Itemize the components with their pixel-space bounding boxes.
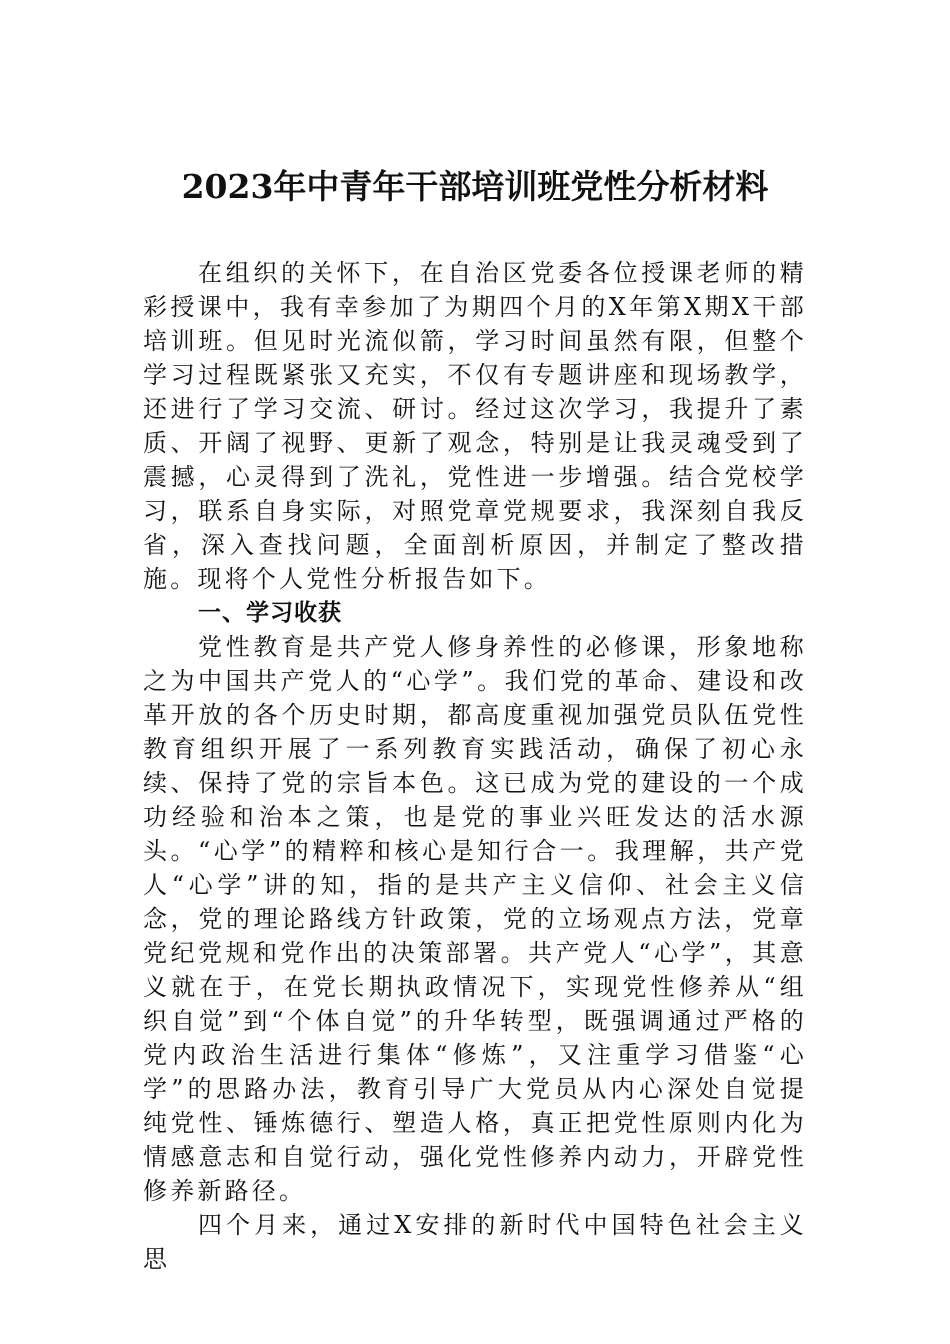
intro-paragraph: 在组织的关怀下，在自治区党委各位授课老师的精彩授课中，我有幸参加了为期四个月的X年第X期X干部培训班。但见时光流似箭，学习时间虽然有限，但整个学习过程既紧张又充实，不仅有专题讲座和现场教学，还进行了学习交流、研讨。经过这次学习，我提升了素质、开阔了视野、更新了观念，特别是让我灵魂受到了震撼，心灵得到了洗礼，党性进一步增强。结合党校学习，联系自身实际，对照党章党规要求，我深刻自我反省，深入查找问题，全面剖析原因，并制定了整改措施。现将个人党性分析报告如下。 <box>143 259 807 593</box>
section1-paragraph-2: 四个月来，通过X安排的新时代中国特色社会主义思 <box>143 1211 807 1273</box>
document-body <box>143 256 807 1276</box>
document-title: 2023年中青年干部培训班党性分析材料 <box>181 167 769 206</box>
section-heading-learning-gains: 一、学习收获 <box>198 600 342 626</box>
section1-paragraph-1: 党性教育是共产党人修身养性的必修课，形象地称之为中国共产党人的“心学”。我们党的革命、建设和改革开放的各个历史时期，都高度重视加强党员队伍党性教育组织开展了一系列教育实践活动，确保了初心永续、保持了党的宗旨本色。这已成为党的建设的一个成功经验和治本之策，也是党的事业兴旺发达的活水源头。“心学”的精粹和核心是知行合一。我理解，共产党人“心学”讲的知，指的是共产主义信仰、社会主义信念，党的理论路线方针政策，党的立场观点方法，党章党纪党规和党作出的决策部署。共产党人“心学”，其意义就在于，在党长期执政情况下，实现党性修养从“组织自觉”到“个体自觉”的升华转型，既强调通过严格的党内政治生活进行集体“修炼”，又注重学习借鉴“心学”的思路办法，教育引导广大党员从内心深处自觉提纯党性、锤炼德行、塑造人格，真正把党性原则内化为情感意志和自觉行动，强化党性修养内动力，开辟党性修养新路径。 <box>143 633 807 1205</box>
